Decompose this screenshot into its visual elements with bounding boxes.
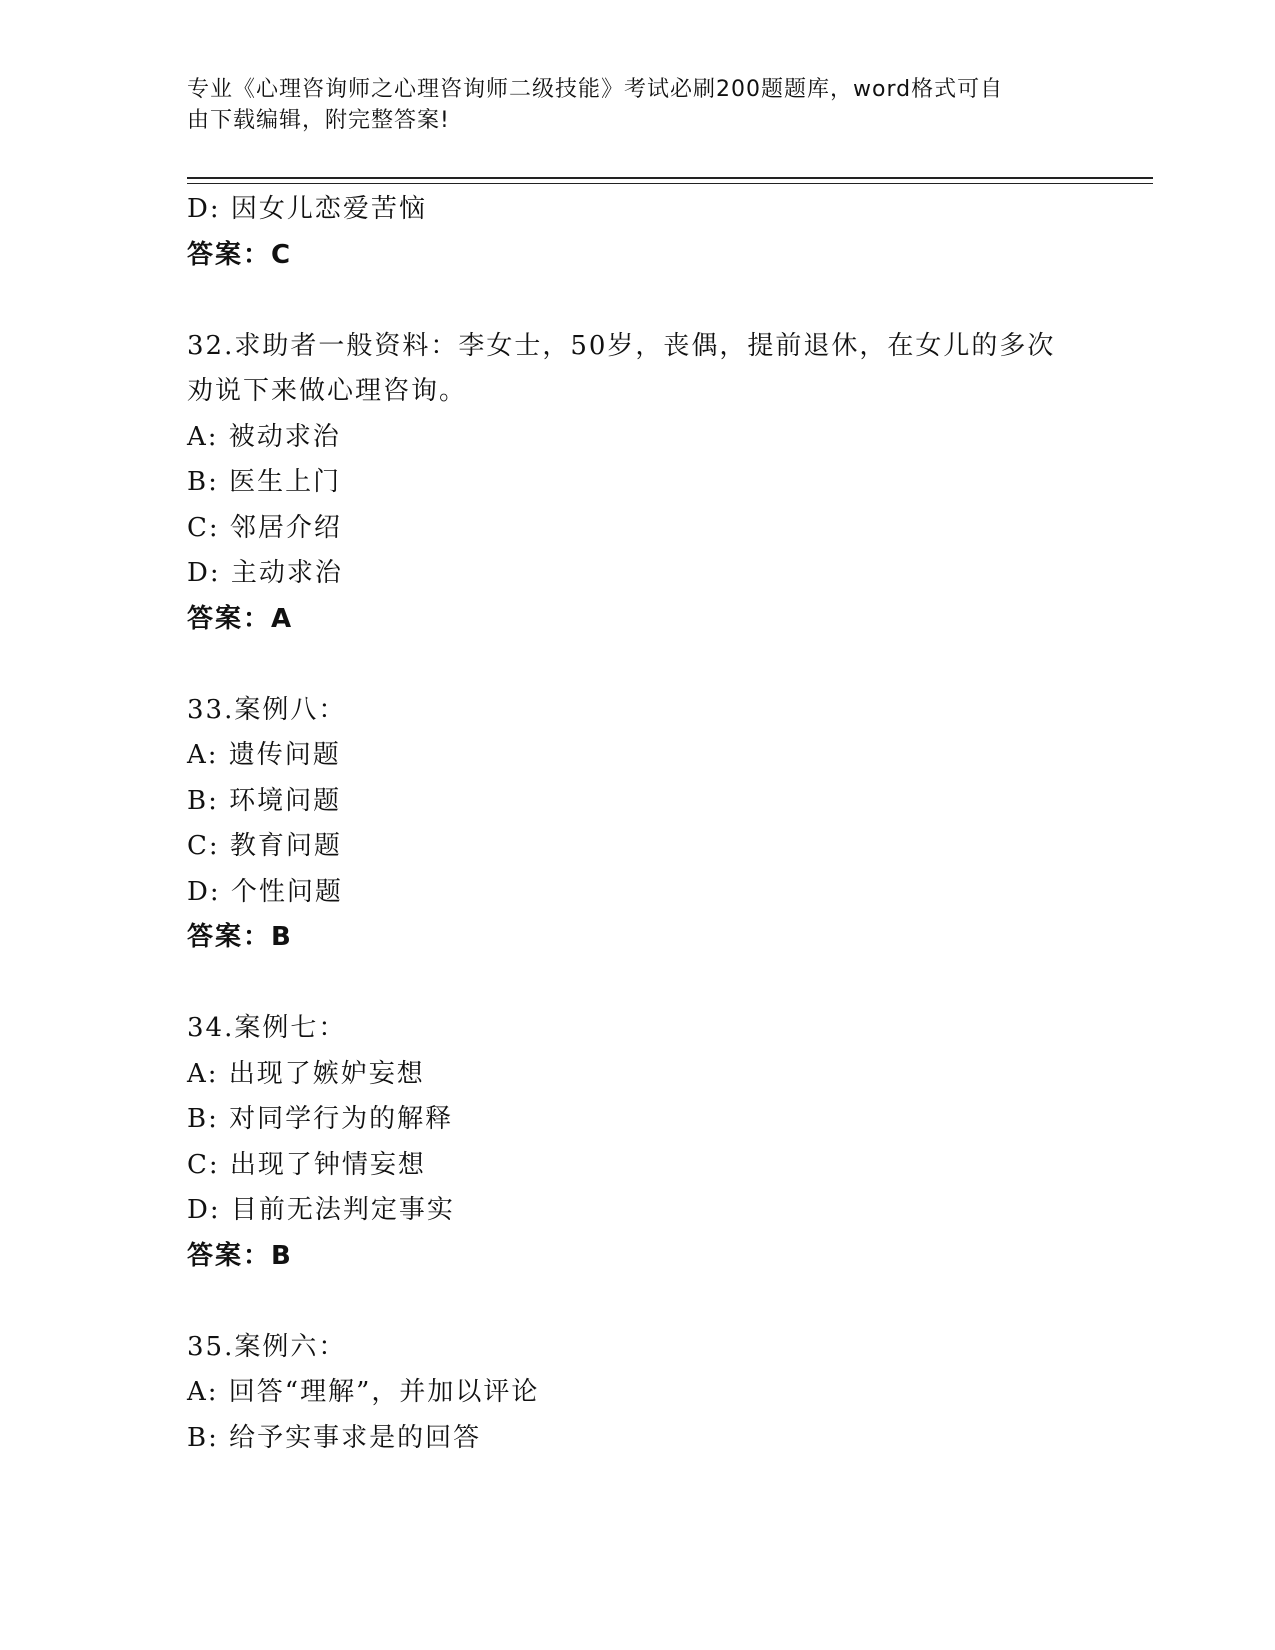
header-line-1: 专业《心理咨询师之心理咨询师二级技能》考试必刷200题题库，word格式可自 xyxy=(187,77,1004,102)
question-34-answer: 答案：B xyxy=(187,1240,293,1271)
document-header xyxy=(187,74,1087,136)
question-32-option-a: A: 被动求治 xyxy=(187,421,341,452)
question-35-stem: 35.案例六： xyxy=(187,1331,347,1362)
question-32-stem-line-1: 32.求助者一般资料：李女士，50岁，丧偶，提前退休，在女儿的多次 xyxy=(187,330,1056,361)
question-33-option-d: D: 个性问题 xyxy=(187,876,343,907)
header-divider-thin xyxy=(187,183,1153,184)
question-32 xyxy=(187,324,1087,643)
question-35-option-a: A: 回答“理解”，并加以评论 xyxy=(187,1377,540,1407)
question-33-option-b: B: 环境问题 xyxy=(187,785,342,816)
question-list xyxy=(187,187,1087,1461)
spacer xyxy=(187,642,1087,688)
question-34-option-c: C: 出现了钟情妄想 xyxy=(187,1149,426,1180)
question-32-option-c: C: 邻居介绍 xyxy=(187,512,342,543)
question-33-stem: 33.案例八： xyxy=(187,694,347,725)
question-33 xyxy=(187,688,1087,961)
question-32-stem-line-2: 劝说下来做心理咨询。 xyxy=(187,376,468,406)
question-33-answer: 答案：B xyxy=(187,922,293,952)
spacer xyxy=(187,278,1087,324)
question-32-answer: 答案：A xyxy=(187,603,294,634)
question-34 xyxy=(187,1006,1087,1279)
question-33-option-a: A: 遗传问题 xyxy=(187,740,341,770)
header-line-2: 由下载编辑，附完整答案! xyxy=(187,108,450,133)
prev-answer: 答案：C xyxy=(187,239,293,270)
question-32-option-b: B: 医生上门 xyxy=(187,467,342,497)
question-32-option-d: D: 主动求治 xyxy=(187,558,343,588)
question-34-option-d: D: 目前无法判定事实 xyxy=(187,1195,455,1225)
question-35 xyxy=(187,1325,1087,1462)
spacer xyxy=(187,1279,1087,1325)
question-34-option-b: B: 对同学行为的解释 xyxy=(187,1104,454,1134)
question-34-stem: 34.案例七： xyxy=(187,1013,347,1043)
question-34-option-a: A: 出现了嫉妒妄想 xyxy=(187,1058,425,1089)
prev-option-d: D: 因女儿恋爱苦恼 xyxy=(187,194,427,224)
spacer xyxy=(187,961,1087,1007)
header-divider-thick xyxy=(187,177,1153,179)
question-33-option-c: C: 教育问题 xyxy=(187,831,342,861)
question-35-option-b: B: 给予实事求是的回答 xyxy=(187,1422,482,1453)
